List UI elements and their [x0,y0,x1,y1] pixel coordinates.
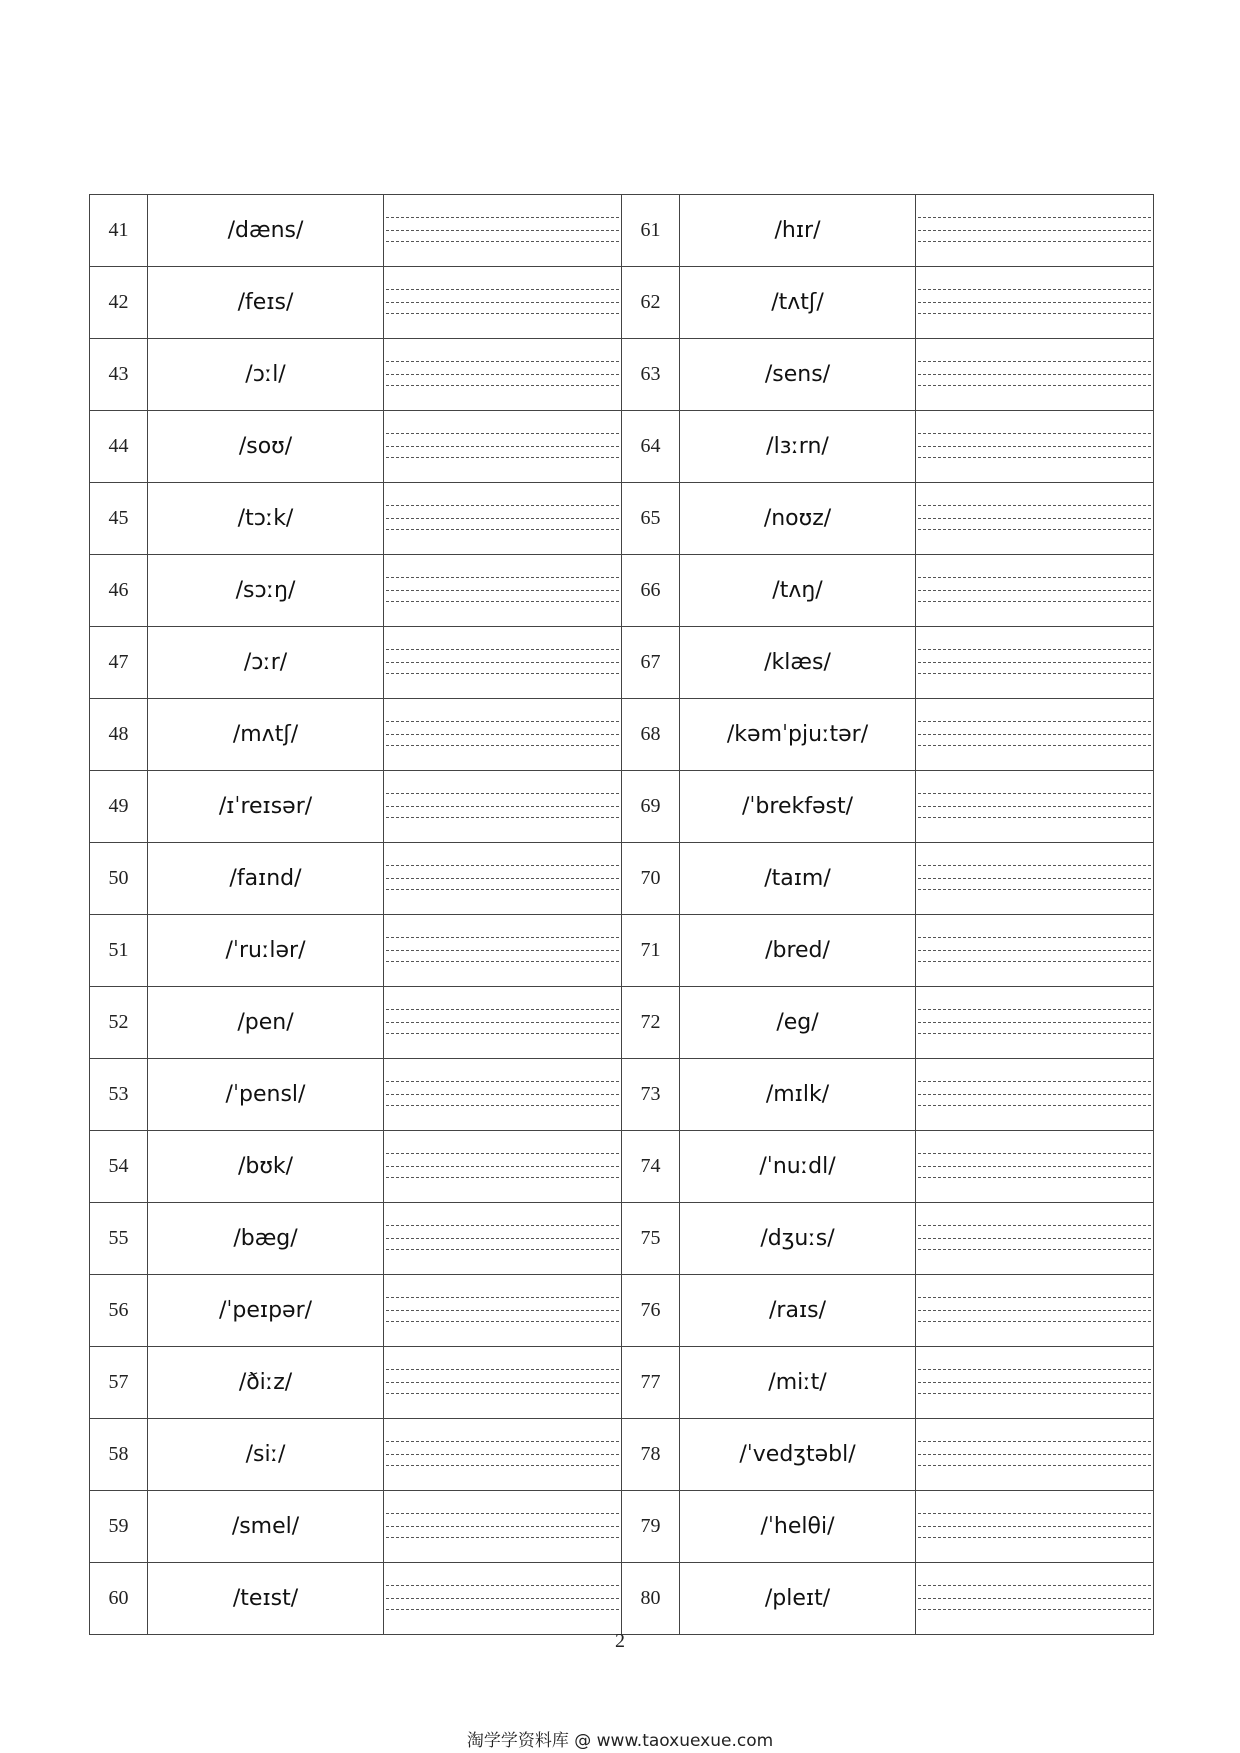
table-row [90,1203,1154,1275]
dashed-guide-line [386,950,619,951]
phonetic-transcription: /kəmˈpjuːtər/ [680,699,916,771]
dashed-guide-line [918,1081,1151,1082]
answer-writing-area[interactable] [916,1419,1154,1491]
item-number: 80 [622,1563,680,1635]
dashed-guide-line [918,313,1151,314]
dashed-guide-line [386,446,619,447]
answer-writing-area[interactable] [916,1275,1154,1347]
answer-writing-area[interactable] [916,1563,1154,1635]
item-number: 59 [90,1491,148,1563]
item-number: 56 [90,1275,148,1347]
phonetic-transcription: /ɔːr/ [148,627,384,699]
item-number: 53 [90,1059,148,1131]
answer-writing-area[interactable] [916,627,1154,699]
answer-writing-area[interactable] [916,411,1154,483]
vocabulary-rows [90,195,1154,1635]
item-number: 43 [90,339,148,411]
dashed-guide-line [918,302,1151,303]
dashed-guide-line [386,1321,619,1322]
answer-writing-area[interactable] [384,699,622,771]
dashed-guide-line [918,1441,1151,1442]
item-number: 55 [90,1203,148,1275]
dashed-guide-line [386,601,619,602]
dashed-guide-line [918,937,1151,938]
dashed-guide-line [386,529,619,530]
phonetic-transcription: /mʌtʃ/ [148,699,384,771]
answer-writing-area[interactable] [384,843,622,915]
dashed-guide-line [386,1454,619,1455]
page-number: 2 [615,1630,625,1652]
dashed-guide-line [918,1225,1151,1226]
dashed-guide-line [386,518,619,519]
dashed-guide-line [918,590,1151,591]
phonetic-transcription: /soʊ/ [148,411,384,483]
dashed-guide-line [386,662,619,663]
item-number: 71 [622,915,680,987]
phonetic-transcription: /ˈpensl/ [148,1059,384,1131]
answer-writing-area[interactable] [384,987,622,1059]
answer-writing-area[interactable] [384,1131,622,1203]
item-number: 72 [622,987,680,1059]
item-number: 73 [622,1059,680,1131]
answer-writing-area[interactable] [916,987,1154,1059]
item-number: 61 [622,195,680,267]
dashed-guide-line [918,961,1151,962]
phonetic-transcription: /ɔːl/ [148,339,384,411]
answer-writing-area[interactable] [916,1347,1154,1419]
table-row [90,1419,1154,1491]
dashed-guide-line [918,433,1151,434]
table-row [90,1563,1154,1635]
dashed-guide-line [386,817,619,818]
item-number: 74 [622,1131,680,1203]
item-number: 78 [622,1419,680,1491]
phonetic-transcription: /ɪˈreɪsər/ [148,771,384,843]
phonetic-transcription: /lɜːrn/ [680,411,916,483]
item-number: 69 [622,771,680,843]
item-number: 76 [622,1275,680,1347]
dashed-guide-line [918,241,1151,242]
phonetic-transcription: /dæns/ [148,195,384,267]
phonetic-transcription: /ˈruːlər/ [148,915,384,987]
item-number: 52 [90,987,148,1059]
dashed-guide-line [918,1249,1151,1250]
table-row [90,1347,1154,1419]
item-number: 60 [90,1563,148,1635]
phonetic-transcription: /ˈbrekfəst/ [680,771,916,843]
item-number: 66 [622,555,680,627]
dashed-guide-line [918,457,1151,458]
dashed-guide-line [918,1238,1151,1239]
dashed-guide-line [386,1153,619,1154]
item-number: 64 [622,411,680,483]
dashed-guide-line [386,1297,619,1298]
dashed-guide-line [386,1465,619,1466]
answer-writing-area[interactable] [384,483,622,555]
dashed-guide-line [918,1321,1151,1322]
dashed-guide-line [918,1310,1151,1311]
table-row [90,843,1154,915]
item-number: 67 [622,627,680,699]
answer-writing-area[interactable] [916,195,1154,267]
dashed-guide-line [386,745,619,746]
dashed-guide-line [918,721,1151,722]
phonetic-transcription: /smel/ [148,1491,384,1563]
dashed-guide-line [386,1537,619,1538]
dashed-guide-line [918,1166,1151,1167]
item-number: 65 [622,483,680,555]
answer-writing-area[interactable] [384,1059,622,1131]
item-number: 51 [90,915,148,987]
dashed-guide-line [386,1009,619,1010]
item-number: 63 [622,339,680,411]
answer-writing-area[interactable] [916,267,1154,339]
dashed-guide-line [918,1153,1151,1154]
dashed-guide-line [386,1166,619,1167]
answer-writing-area[interactable] [916,1059,1154,1131]
phonetic-transcription: /pleɪt/ [680,1563,916,1635]
dashed-guide-line [386,1369,619,1370]
dashed-guide-line [918,374,1151,375]
answer-writing-area[interactable] [916,915,1154,987]
dashed-guide-line [918,1022,1151,1023]
item-number: 41 [90,195,148,267]
dashed-guide-line [918,217,1151,218]
dashed-guide-line [386,1513,619,1514]
dashed-guide-line [386,721,619,722]
table-row [90,411,1154,483]
answer-writing-area[interactable] [384,1275,622,1347]
answer-writing-area[interactable] [384,1491,622,1563]
phonetic-transcription: /ðiːz/ [148,1347,384,1419]
footer-credit: 淘学学资料库 @ www.taoxuexue.com [466,1731,774,1751]
dashed-guide-line [918,1598,1151,1599]
phonetic-vocabulary-table [89,194,1154,1635]
table-row [90,555,1154,627]
dashed-guide-line [918,878,1151,879]
dashed-guide-line [918,529,1151,530]
dashed-guide-line [386,590,619,591]
dashed-guide-line [386,1441,619,1442]
dashed-guide-line [386,1310,619,1311]
dashed-guide-line [386,793,619,794]
dashed-guide-line [386,1238,619,1239]
dashed-guide-line [918,806,1151,807]
dashed-guide-line [386,878,619,879]
table-row [90,1131,1154,1203]
answer-writing-area[interactable] [916,483,1154,555]
answer-writing-area[interactable] [384,627,622,699]
dashed-guide-line [918,1177,1151,1178]
answer-writing-area[interactable] [916,699,1154,771]
dashed-guide-line [918,230,1151,231]
phonetic-transcription: /pen/ [148,987,384,1059]
dashed-guide-line [386,1177,619,1178]
dashed-guide-line [918,745,1151,746]
table-row [90,987,1154,1059]
item-number: 79 [622,1491,680,1563]
phonetic-transcription: /tʌtʃ/ [680,267,916,339]
phonetic-transcription: /ˈhelθi/ [680,1491,916,1563]
dashed-guide-line [386,889,619,890]
dashed-guide-line [386,961,619,962]
dashed-guide-line [918,817,1151,818]
dashed-guide-line [386,385,619,386]
dashed-guide-line [918,865,1151,866]
dashed-guide-line [386,806,619,807]
dashed-guide-line [918,518,1151,519]
dashed-guide-line [386,937,619,938]
table-row [90,483,1154,555]
table-row [90,627,1154,699]
dashed-guide-line [386,1249,619,1250]
answer-writing-area[interactable] [916,1491,1154,1563]
dashed-guide-line [386,649,619,650]
phonetic-transcription: /klæs/ [680,627,916,699]
phonetic-transcription: /ˈnuːdl/ [680,1131,916,1203]
item-number: 46 [90,555,148,627]
phonetic-transcription: /tʌŋ/ [680,555,916,627]
answer-writing-area[interactable] [384,555,622,627]
table-row [90,699,1154,771]
phonetic-transcription: /faɪnd/ [148,843,384,915]
phonetic-transcription: /mɪlk/ [680,1059,916,1131]
phonetic-transcription: /ˈvedʒtəbl/ [680,1419,916,1491]
table-row [90,915,1154,987]
answer-writing-area[interactable] [916,1131,1154,1203]
answer-writing-area[interactable] [384,339,622,411]
phonetic-transcription: /raɪs/ [680,1275,916,1347]
answer-writing-area[interactable] [384,1419,622,1491]
dashed-guide-line [386,1081,619,1082]
dashed-guide-line [918,1382,1151,1383]
dashed-guide-line [918,361,1151,362]
dashed-guide-line [918,649,1151,650]
dashed-guide-line [918,289,1151,290]
dashed-guide-line [386,457,619,458]
dashed-guide-line [386,313,619,314]
phonetic-transcription: /eg/ [680,987,916,1059]
phonetic-transcription: /miːt/ [680,1347,916,1419]
dashed-guide-line [386,1033,619,1034]
dashed-guide-line [918,1033,1151,1034]
answer-writing-area[interactable] [916,771,1154,843]
dashed-guide-line [918,601,1151,602]
answer-writing-area[interactable] [384,195,622,267]
answer-writing-area[interactable] [384,1203,622,1275]
item-number: 42 [90,267,148,339]
phonetic-transcription: /teɪst/ [148,1563,384,1635]
answer-writing-area[interactable] [916,339,1154,411]
dashed-guide-line [918,505,1151,506]
dashed-guide-line [386,1598,619,1599]
item-number: 45 [90,483,148,555]
dashed-guide-line [918,1369,1151,1370]
answer-writing-area[interactable] [384,1563,622,1635]
dashed-guide-line [386,1393,619,1394]
dashed-guide-line [386,1105,619,1106]
answer-writing-area[interactable] [384,1347,622,1419]
dashed-guide-line [386,673,619,674]
dashed-guide-line [918,950,1151,951]
dashed-guide-line [386,1382,619,1383]
dashed-guide-line [918,1393,1151,1394]
phonetic-transcription: /tɔːk/ [148,483,384,555]
dashed-guide-line [386,1526,619,1527]
answer-writing-area[interactable] [916,1203,1154,1275]
dashed-guide-line [918,446,1151,447]
phonetic-transcription: /hɪr/ [680,195,916,267]
phonetic-transcription: /feɪs/ [148,267,384,339]
dashed-guide-line [386,1225,619,1226]
item-number: 50 [90,843,148,915]
dashed-guide-line [386,505,619,506]
item-number: 44 [90,411,148,483]
dashed-guide-line [918,1537,1151,1538]
dashed-guide-line [918,889,1151,890]
answer-writing-area[interactable] [916,843,1154,915]
dashed-guide-line [918,1526,1151,1527]
item-number: 54 [90,1131,148,1203]
dashed-guide-line [918,1585,1151,1586]
item-number: 57 [90,1347,148,1419]
table-row [90,1275,1154,1347]
dashed-guide-line [386,1585,619,1586]
item-number: 75 [622,1203,680,1275]
dashed-guide-line [386,433,619,434]
item-number: 68 [622,699,680,771]
dashed-guide-line [918,1105,1151,1106]
phonetic-transcription: /noʊz/ [680,483,916,555]
phonetic-transcription: /siː/ [148,1419,384,1491]
item-number: 77 [622,1347,680,1419]
item-number: 70 [622,843,680,915]
phonetic-transcription: /bæg/ [148,1203,384,1275]
phonetic-transcription: /taɪm/ [680,843,916,915]
dashed-guide-line [386,865,619,866]
answer-writing-area[interactable] [384,915,622,987]
table-row [90,339,1154,411]
item-number: 62 [622,267,680,339]
item-number: 48 [90,699,148,771]
dashed-guide-line [386,1022,619,1023]
table-row [90,1491,1154,1563]
item-number: 58 [90,1419,148,1491]
table-row [90,771,1154,843]
dashed-guide-line [918,662,1151,663]
dashed-guide-line [918,1513,1151,1514]
table-row [90,195,1154,267]
phonetic-transcription: /bʊk/ [148,1131,384,1203]
dashed-guide-line [386,1609,619,1610]
phonetic-transcription: /dʒuːs/ [680,1203,916,1275]
dashed-guide-line [918,1609,1151,1610]
dashed-guide-line [386,577,619,578]
phonetic-transcription: /sɔːŋ/ [148,555,384,627]
dashed-guide-line [386,241,619,242]
phonetic-transcription: /sens/ [680,339,916,411]
dashed-guide-line [386,734,619,735]
item-number: 47 [90,627,148,699]
phonetic-transcription: /ˈpeɪpər/ [148,1275,384,1347]
dashed-guide-line [918,793,1151,794]
dashed-guide-line [918,1465,1151,1466]
dashed-guide-line [386,361,619,362]
dashed-guide-line [918,1009,1151,1010]
table-row [90,1059,1154,1131]
dashed-guide-line [386,374,619,375]
dashed-guide-line [386,289,619,290]
answer-writing-area[interactable] [384,411,622,483]
dashed-guide-line [918,577,1151,578]
dashed-guide-line [386,217,619,218]
table-row [90,267,1154,339]
phonetic-transcription: /bred/ [680,915,916,987]
answer-writing-area[interactable] [384,771,622,843]
dashed-guide-line [918,385,1151,386]
item-number: 49 [90,771,148,843]
dashed-guide-line [918,1454,1151,1455]
answer-writing-area[interactable] [384,267,622,339]
dashed-guide-line [386,302,619,303]
dashed-guide-line [386,230,619,231]
dashed-guide-line [918,673,1151,674]
dashed-guide-line [918,1297,1151,1298]
answer-writing-area[interactable] [916,555,1154,627]
dashed-guide-line [918,734,1151,735]
dashed-guide-line [918,1094,1151,1095]
dashed-guide-line [386,1094,619,1095]
